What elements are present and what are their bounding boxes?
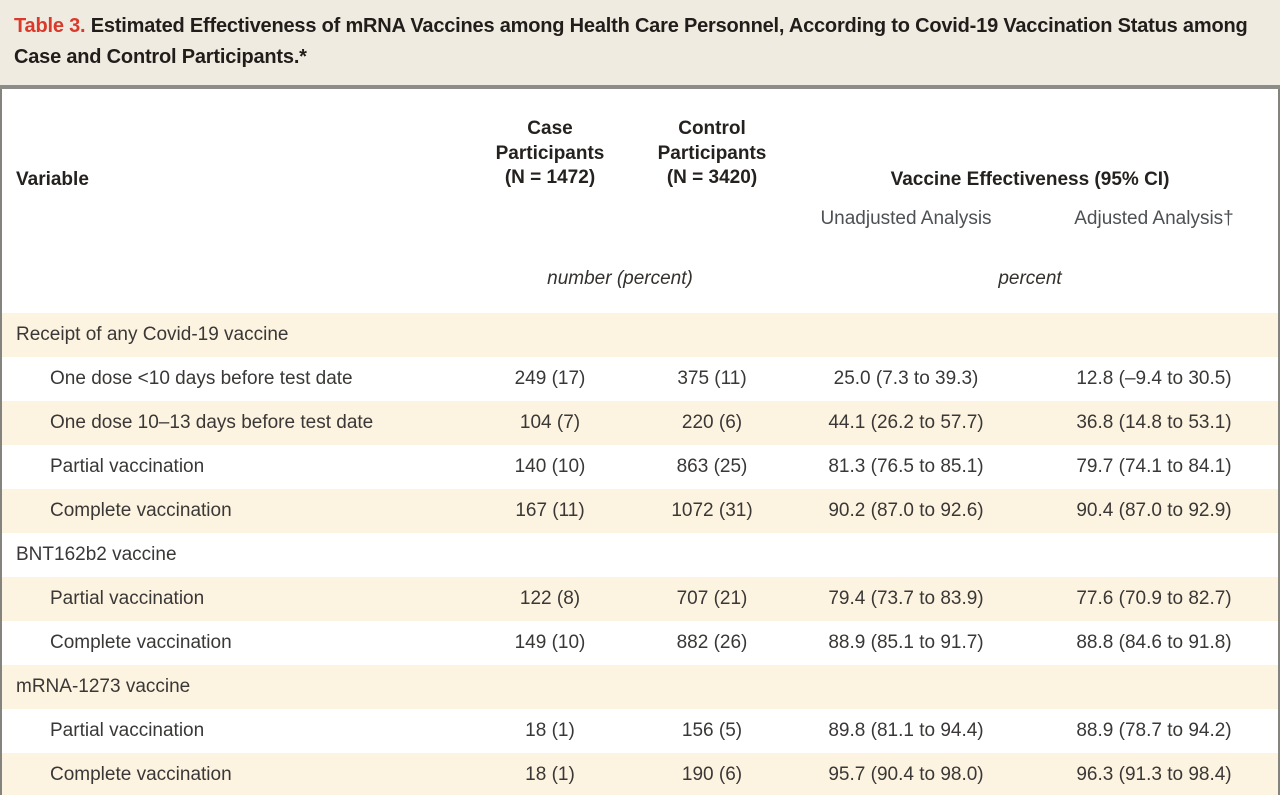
unadjusted-value: 88.9 (85.1 to 91.7) [828, 632, 984, 653]
variable-label: One dose <10 days before test date [50, 368, 353, 389]
control-value: 375 (11) [677, 368, 747, 389]
section-row-label: mRNA-1273 vaccine [16, 676, 191, 697]
case-header-line1: Case [527, 117, 573, 139]
table-row [2, 313, 1278, 357]
header-row-main [2, 89, 1278, 193]
case-header-line3: (N = 1472) [504, 167, 596, 189]
variable-label: Complete vaccination [50, 500, 232, 521]
control-value: 707 (21) [676, 588, 748, 609]
table-row [2, 533, 1278, 577]
unadjusted-value: 79.4 (73.7 to 83.9) [828, 588, 984, 609]
table-row [2, 665, 1278, 709]
header-row-analysis [2, 193, 1278, 245]
control-header-line1: Control [678, 117, 746, 139]
variable-label: Partial vaccination [50, 720, 205, 741]
unadjusted-value: 95.7 (90.4 to 98.0) [828, 764, 984, 785]
adjusted-value: 79.7 (74.1 to 84.1) [1076, 456, 1232, 477]
control-header-line3: (N = 3420) [666, 167, 758, 189]
table-row [2, 489, 1278, 533]
control-value: 1072 (31) [671, 500, 753, 521]
case-value: 104 (7) [519, 412, 581, 433]
unadjusted-value: 44.1 (26.2 to 57.7) [828, 412, 984, 433]
units-number-percent: number (percent) [547, 268, 693, 289]
adjusted-value: 90.4 (87.0 to 92.9) [1076, 500, 1232, 521]
control-value: 190 (6) [681, 764, 743, 785]
column-header-variable: Variable [16, 169, 89, 190]
case-value: 122 (8) [519, 588, 581, 609]
section-row-label: BNT162b2 vaccine [16, 544, 177, 565]
adjusted-value: 96.3 (91.3 to 98.4) [1076, 764, 1232, 785]
unadjusted-value: 89.8 (81.1 to 94.4) [828, 720, 984, 741]
table-body [2, 313, 1278, 795]
column-header-adjusted-analysis: Adjusted Analysis† [1074, 208, 1234, 229]
column-header-vaccine-effectiveness: Vaccine Effectiveness (95% CI) [890, 169, 1170, 190]
column-header-case-participants [458, 117, 642, 193]
table-frame [0, 89, 1280, 795]
column-header-control-participants [642, 117, 782, 193]
column-header-unadjusted-analysis: Unadjusted Analysis [820, 208, 992, 229]
table-row [2, 577, 1278, 621]
variable-label: Complete vaccination [50, 764, 232, 785]
table-row [2, 401, 1278, 445]
control-value: 882 (26) [676, 632, 748, 653]
case-header-line2: Participants [495, 142, 605, 164]
adjusted-value: 77.6 (70.9 to 82.7) [1076, 588, 1232, 609]
section-row-label: Receipt of any Covid-19 vaccine [16, 324, 289, 345]
case-value: 249 (17) [514, 368, 586, 389]
adjusted-value: 88.9 (78.7 to 94.2) [1076, 720, 1232, 741]
control-value: 220 (6) [681, 412, 743, 433]
table-row [2, 357, 1278, 401]
unadjusted-value: 25.0 (7.3 to 39.3) [833, 368, 979, 389]
case-value: 18 (1) [525, 720, 575, 741]
control-value: 156 (5) [681, 720, 743, 741]
table-title-text: Estimated Effectiveness of mRNA Vaccines among Health Care Personnel, According to Covid-19 Vaccination Status among Case and Control Participants.* [14, 15, 1248, 68]
variable-label: One dose 10–13 days before test date [50, 412, 374, 433]
case-value: 149 (10) [514, 632, 586, 653]
control-header-line2: Participants [657, 142, 767, 164]
variable-label: Partial vaccination [50, 588, 205, 609]
variable-label: Complete vaccination [50, 632, 232, 653]
adjusted-value: 88.8 (84.6 to 91.8) [1076, 632, 1232, 653]
adjusted-value: 12.8 (–9.4 to 30.5) [1076, 368, 1232, 389]
table-number-label: Table 3. [14, 15, 86, 37]
unadjusted-value: 90.2 (87.0 to 92.6) [828, 500, 984, 521]
table-row [2, 753, 1278, 795]
table-title [0, 0, 1280, 89]
units-percent: percent [998, 268, 1062, 289]
case-value: 167 (11) [515, 500, 585, 521]
header-row-units [2, 245, 1278, 313]
adjusted-value: 36.8 (14.8 to 53.1) [1076, 412, 1232, 433]
unadjusted-value: 81.3 (76.5 to 85.1) [828, 456, 984, 477]
control-value: 863 (25) [676, 456, 748, 477]
table-row [2, 621, 1278, 665]
case-value: 140 (10) [514, 456, 586, 477]
table-row [2, 445, 1278, 489]
variable-label: Partial vaccination [50, 456, 205, 477]
case-value: 18 (1) [525, 764, 575, 785]
table-row [2, 709, 1278, 753]
